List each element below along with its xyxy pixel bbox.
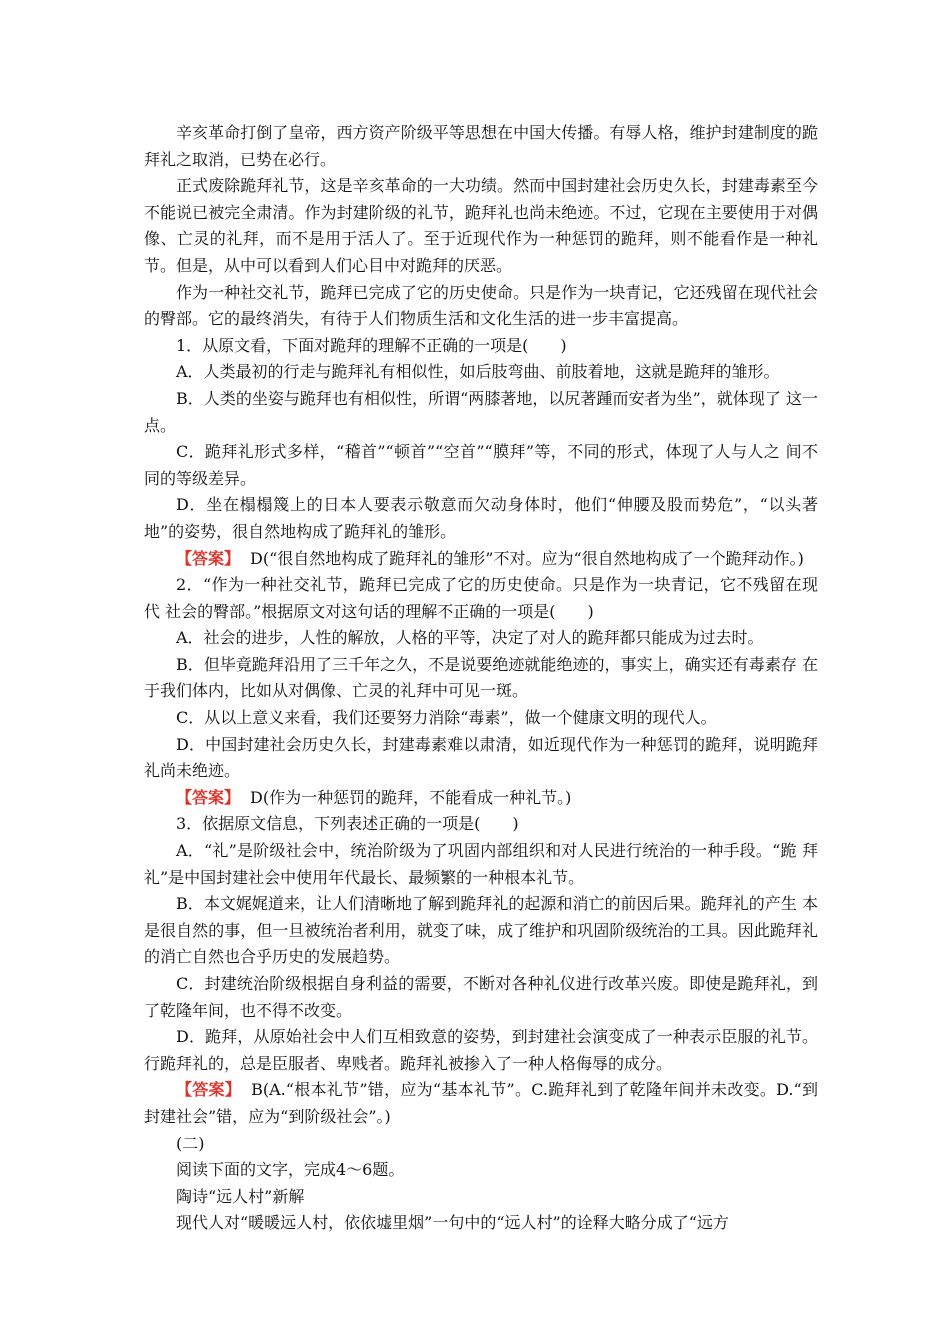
text-paragraph — [144, 1184, 818, 1211]
text-paragraph — [144, 173, 818, 279]
answer-label: 【答案】 — [176, 787, 241, 807]
paragraph-text: D．跪拜，从原始社会中人们互相致意的姿势，到封建社会演变成了一种表示臣服的礼节。行跪拜礼的，总是臣服者、卑贱者。跪拜礼被掺入了一种人格侮辱的成分。 — [144, 1027, 818, 1073]
paragraph-text: D．坐在榻榻篾上的日本人要表示敬意而欠动身体时，他们“伸腰及股而势危”，“以头著 地”的姿势，很自然地构成了跪拜礼的雏形。 — [144, 495, 818, 541]
text-paragraph — [144, 359, 818, 386]
text-paragraph — [144, 1024, 818, 1077]
text-paragraph — [144, 811, 818, 838]
text-paragraph — [144, 572, 818, 625]
text-paragraph — [144, 1131, 818, 1158]
paragraph-text: B(A.“根本礼节”错，应为“基本礼节”。C.跪拜礼到了乾隆年间并未改变。D.“到封建社会”错，应为“到阶级社会”。) — [144, 1080, 818, 1126]
paragraph-text: (二) — [176, 1133, 205, 1153]
answer-label: 【答案】 — [176, 1080, 242, 1100]
answer-paragraph — [144, 546, 818, 573]
paragraph-text: 正式废除跪拜礼节，这是辛亥革命的一大功绩。然而中国封建社会历史久长，封建毒素至今不能说已被完全肃清。作为封建阶级的礼节，跪拜礼也尚未绝迹。不过，它现在主要使用于对偶像、亡灵的礼拜，而不是用于活人了。至于近现代作为一种惩罚的跪拜，则不能看作是一种礼节。但是，从中可以看到人们心目中对跪拜的厌恶。 — [144, 176, 818, 275]
text-paragraph — [144, 732, 818, 785]
text-paragraph — [144, 971, 818, 1024]
answer-paragraph — [144, 785, 818, 812]
paragraph-text: A．“礼”是阶级社会中，统治阶级为了巩固内部组织和对人民进行统治的一种手段。“跪 拜礼”是中国封建社会中使用年代最长、最频繁的一种根本礼节。 — [144, 841, 818, 887]
paragraph-text: 2．“作为一种社交礼节，跪拜已完成了它的历史使命。只是作为一块青记，它不残留在现代 社会的臀部。”根据原文对这句话的理解不正确的一项是( ) — [144, 575, 818, 621]
paragraph-text: 陶诗“远人村”新解 — [176, 1186, 305, 1206]
paragraph-text: 作为一种社交礼节，跪拜已完成了它的历史使命。只是作为一块青记，它还残留在现代社会的臀部。它的最终消失，有待于人们物质生活和文化生活的进一步丰富提高。 — [144, 282, 818, 329]
text-paragraph — [144, 625, 818, 652]
text-paragraph — [144, 891, 818, 971]
text-paragraph — [144, 439, 818, 492]
text-paragraph — [144, 1210, 818, 1237]
text-paragraph — [144, 838, 818, 891]
paragraph-text: C．从以上意义来看，我们还要努力消除“毒素”，做一个健康文明的现代人。 — [176, 708, 717, 728]
text-paragraph — [144, 705, 818, 732]
paragraph-text: 1．从原文看，下面对跪拜的理解不正确的一项是( ) — [176, 335, 567, 355]
paragraph-text: A．社会的进步，人性的解放，人格的平等，决定了对人的跪拜都只能成为过去时。 — [176, 628, 764, 648]
text-paragraph — [144, 652, 818, 705]
document-body — [144, 120, 818, 1237]
text-paragraph — [144, 1157, 818, 1184]
text-paragraph — [144, 120, 818, 173]
text-paragraph — [144, 280, 818, 333]
paragraph-text: B．但毕竟跪拜沿用了三千年之久，不是说要绝迹就能绝迹的，事实上，确实还有毒素存 在于我们体内，比如从对偶像、亡灵的礼拜中可见一斑。 — [144, 654, 818, 701]
text-paragraph — [144, 333, 818, 360]
paragraph-text: D(作为一种惩罚的跪拜，不能看成一种礼节。) — [250, 787, 572, 807]
paragraph-text: 3．依据原文信息，下列表述正确的一项是( ) — [176, 814, 519, 834]
answer-paragraph — [144, 1077, 818, 1130]
answer-label: 【答案】 — [176, 548, 241, 568]
text-paragraph — [144, 492, 818, 545]
paragraph-text: D．中国封建社会历史久长，封建毒素难以肃清，如近现代作为一种惩罚的跪拜，说明跪拜礼尚未绝迹。 — [144, 734, 818, 781]
paragraph-text: B．本文娓娓道来，让人们清晰地了解到跪拜礼的起源和消亡的前因后果。跪拜礼的产生 本是很自然的事，但一旦被统治者利用，就变了味，成了维护和巩固阶级统治的工具。因此跪拜礼的消亡自然也合乎历史的发展趋势。 — [144, 894, 818, 967]
text-paragraph — [144, 386, 818, 439]
paragraph-text: B．人类的坐姿与跪拜也有相似性，所谓“两膝著地，以尻著踵而安者为坐”，就体现了 这一点。 — [144, 388, 818, 435]
paragraph-text: C．封建统治阶级根据自身利益的需要，不断对各种礼仪进行改革兴废。即使是跪拜礼，到了乾隆年间，也不得不改变。 — [144, 974, 818, 1020]
paragraph-text: D(“很自然地构成了跪拜礼的雏形”不对。应为“很自然地构成了一个跪拜动作。) — [250, 548, 804, 568]
paragraph-text: A．人类最初的行走与跪拜礼有相似性，如后肢弯曲、前肢着地，这就是跪拜的雏形。 — [176, 362, 780, 382]
paragraph-text: 阅读下面的文字，完成4～6题。 — [176, 1160, 405, 1180]
paragraph-text: C．跪拜礼形式多样，“稽首”“顿首”“空首”“膜拜”等，不同的形式，体现了人与人之 间不同的等级差异。 — [144, 442, 818, 488]
paragraph-text: 辛亥革命打倒了皇帝，西方资产阶级平等思想在中国大传播。有辱人格，维护封建制度的跪拜礼之取消，已势在必行。 — [144, 123, 818, 169]
paragraph-text: 现代人对“暖暖远人村，依依墟里烟”一句中的“远人村”的诠释大略分成了“远方 — [176, 1213, 729, 1233]
